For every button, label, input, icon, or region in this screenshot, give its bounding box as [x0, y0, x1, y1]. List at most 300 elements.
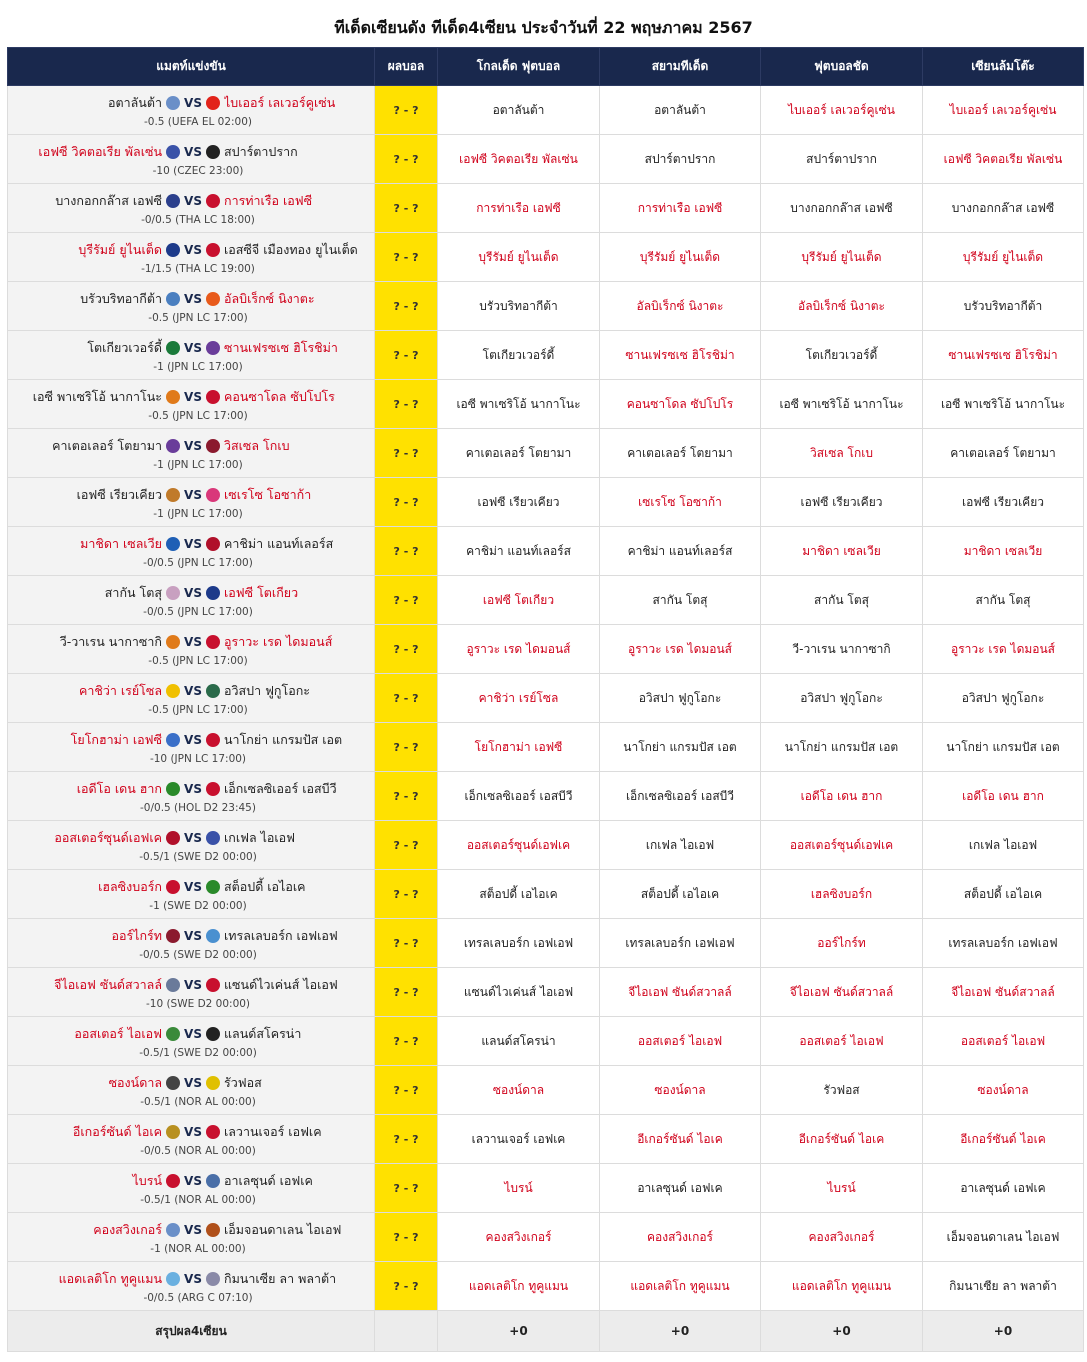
- tipster-1-pick: ซองน์ดาล: [438, 1066, 600, 1115]
- away-team-logo-icon: [206, 733, 220, 747]
- vs-label: VS: [184, 635, 202, 649]
- home-team-logo-icon: [166, 1027, 180, 1041]
- table-row: [8, 968, 1084, 1017]
- vs-label: VS: [184, 1174, 202, 1188]
- away-team-link[interactable]: เทรลเลบอร์ก เอฟเอฟ: [224, 928, 338, 943]
- vs-label: VS: [184, 684, 202, 698]
- away-team-logo-icon: [206, 782, 220, 796]
- score-cell: ? - ?: [375, 135, 438, 184]
- away-team-link[interactable]: คาชิม่า แอนท์เลอร์ส: [224, 536, 334, 551]
- match-odds: -0/0.5 (ARG C 07:10): [143, 1292, 253, 1304]
- home-team-logo-icon: [166, 96, 180, 110]
- tipster-4-pick: จีไอเอฟ ซันด์สวาลล์: [923, 968, 1084, 1017]
- tipster-4-pick: คาเตอเลอร์ โตยามา: [923, 429, 1084, 478]
- match-cell: [8, 772, 375, 821]
- tipster-1-pick: เอฟซี โตเกียว: [438, 576, 600, 625]
- away-team-logo-icon: [206, 635, 220, 649]
- away-team-logo-icon: [206, 1223, 220, 1237]
- match-teams: [8, 730, 374, 750]
- match-odds: -0.5/1 (NOR AL 00:00): [140, 1096, 256, 1108]
- tipster-3-pick: สปาร์ตาปราก: [761, 135, 923, 184]
- score-cell: ? - ?: [375, 919, 438, 968]
- tipster-4-pick: สากัน โตสุ: [923, 576, 1084, 625]
- away-team-logo-icon: [206, 243, 220, 257]
- away-team-logo-icon: [206, 1027, 220, 1041]
- tipster-3-pick: ออสเตอร์ซุนด์เอฟเค: [761, 821, 923, 870]
- tipster-1-pick: คาชิม่า แอนท์เลอร์ส: [438, 527, 600, 576]
- vs-label: VS: [184, 782, 202, 796]
- away-team-link[interactable]: เอ็กเซลซิเออร์ เอสบีวี: [224, 781, 337, 796]
- away-team-logo-icon: [206, 341, 220, 355]
- match-cell: [8, 919, 375, 968]
- home-team-logo-icon: [166, 831, 180, 845]
- header-match: แมตท์แข่งขัน: [8, 48, 375, 86]
- tipster-1-pick: เลวานเจอร์ เอฟเค: [438, 1115, 600, 1164]
- home-team-link[interactable]: จีไอเอฟ ซันด์สวาลล์: [54, 977, 162, 992]
- summary-label: สรุปผล4เซียน: [8, 1311, 375, 1352]
- away-team-link[interactable]: เอฟซี โตเกียว: [224, 585, 299, 600]
- match-teams: [8, 93, 374, 113]
- tipster-2-pick: จีไอเอฟ ซันด์สวาลล์: [600, 968, 761, 1017]
- tipster-2-pick: อวิสปา ฟูกูโอกะ: [600, 674, 761, 723]
- home-team-link[interactable]: ออร์ไกร์ท: [111, 928, 162, 943]
- score-cell: ? - ?: [375, 1164, 438, 1213]
- table-row: [8, 331, 1084, 380]
- match-teams: [8, 779, 374, 799]
- match-cell: [8, 674, 375, 723]
- score-cell: ? - ?: [375, 184, 438, 233]
- match-cell: [8, 86, 375, 135]
- tipster-2-pick: นาโกย่า แกรมปัส เอต: [600, 723, 761, 772]
- away-team-logo-icon: [206, 978, 220, 992]
- tipster-4-pick: บางกอกกล๊าส เอฟซี: [923, 184, 1084, 233]
- home-team-link[interactable]: ไบรน์: [132, 1173, 162, 1188]
- match-cell: [8, 870, 375, 919]
- score-cell: ? - ?: [375, 380, 438, 429]
- away-team-logo-icon: [206, 586, 220, 600]
- tipster-1-pick: บรัวบริทอากีต้า: [438, 282, 600, 331]
- header-score: ผลบอล: [375, 48, 438, 86]
- tipster-4-pick: เอฟซี เรียวเคียว: [923, 478, 1084, 527]
- score-cell: ? - ?: [375, 478, 438, 527]
- match-cell: [8, 1262, 375, 1311]
- away-team-link[interactable]: เอ็มจอนดาเลน ไอเอฟ: [224, 1222, 342, 1237]
- home-team-logo-icon: [166, 439, 180, 453]
- home-team-link[interactable]: โยโกฮาม่า เอฟซี: [70, 732, 162, 747]
- home-team-logo-icon: [166, 782, 180, 796]
- table-row: [8, 1066, 1084, 1115]
- header-tipster-4: เซียนล้มโต๊ะ: [923, 48, 1084, 86]
- score-cell: ? - ?: [375, 1115, 438, 1164]
- tipster-4-pick: บุรีรัมย์ ยูไนเต็ด: [923, 233, 1084, 282]
- summary-empty: [375, 1311, 438, 1352]
- away-team-link[interactable]: เอสซีจี เมืองทอง ยูไนเต็ด: [224, 242, 358, 257]
- match-teams: [8, 1220, 374, 1240]
- page-title: ทีเด็ดเซียนดัง ทีเด็ด4เซียน ประจำวันที่ 22 พฤษภาคม 2567: [334, 18, 753, 37]
- home-team-logo-icon: [166, 733, 180, 747]
- header-tipster-1: โกลเด็ด ฟุตบอล: [438, 48, 600, 86]
- match-cell: [8, 968, 375, 1017]
- home-team-link[interactable]: สากัน โตสุ: [104, 585, 162, 600]
- summary-row: [8, 1311, 1084, 1352]
- home-team-logo-icon: [166, 1272, 180, 1286]
- home-team-logo-icon: [166, 684, 180, 698]
- match-odds: -0.5 (JPN LC 17:00): [148, 655, 248, 667]
- header-tipster-3: ฟุตบอลชัด: [761, 48, 923, 86]
- home-team-link[interactable]: บุรีรัมย์ ยูไนเต็ด: [78, 242, 162, 257]
- match-odds: -1/1.5 (THA LC 19:00): [141, 263, 255, 275]
- match-teams: [8, 1024, 374, 1044]
- home-team-logo-icon: [166, 537, 180, 551]
- table-row: [8, 233, 1084, 282]
- score-cell: ? - ?: [375, 870, 438, 919]
- table-row: [8, 870, 1084, 919]
- tipster-1-pick: อตาลันต้า: [438, 86, 600, 135]
- home-team-link[interactable]: เอฟซี วิคตอเรีย พัลเซ่น: [38, 144, 162, 159]
- match-teams: [8, 926, 374, 946]
- tipster-1-pick: คาชิว่า เรย์โซล: [438, 674, 600, 723]
- away-team-link[interactable]: แซนด์ไวเค่นส์ ไอเอฟ: [224, 977, 338, 992]
- home-team-link[interactable]: บรัวบริทอากีต้า: [80, 291, 162, 306]
- match-cell: [8, 478, 375, 527]
- away-team-link[interactable]: เลวานเจอร์ เอฟเค: [224, 1124, 322, 1139]
- match-odds: -10 (CZEC 23:00): [152, 165, 244, 177]
- tipster-1-pick: คาเตอเลอร์ โตยามา: [438, 429, 600, 478]
- away-team-logo-icon: [206, 1076, 220, 1090]
- table-row: [8, 380, 1084, 429]
- away-team-logo-icon: [206, 1174, 220, 1188]
- table-row: [8, 576, 1084, 625]
- home-team-link[interactable]: มาชิดา เซลเวีย: [80, 536, 162, 551]
- tipster-2-pick: สากัน โตสุ: [600, 576, 761, 625]
- tipster-4-pick: สต็อปดี้ เอไอเค: [923, 870, 1084, 919]
- match-cell: [8, 233, 375, 282]
- tipster-1-pick: เอ็กเซลซิเออร์ เอสบีวี: [438, 772, 600, 821]
- home-team-logo-icon: [166, 292, 180, 306]
- match-cell: [8, 625, 375, 674]
- match-odds: -0.5 (UEFA EL 02:00): [143, 116, 252, 128]
- tipster-3-pick: มาชิดา เซลเวีย: [761, 527, 923, 576]
- away-team-link[interactable]: กิมนาเซีย ลา พลาต้า: [224, 1271, 337, 1286]
- match-odds: -0.5/1 (SWE D2 00:00): [139, 1047, 257, 1059]
- away-team-logo-icon: [206, 390, 220, 404]
- score-cell: ? - ?: [375, 821, 438, 870]
- home-team-logo-icon: [166, 194, 180, 208]
- score-cell: ? - ?: [375, 625, 438, 674]
- match-cell: [8, 1164, 375, 1213]
- away-team-logo-icon: [206, 96, 220, 110]
- tipster-4-pick: บรัวบริทอากีต้า: [923, 282, 1084, 331]
- home-team-link[interactable]: คองสวิงเกอร์: [93, 1222, 162, 1237]
- away-team-logo-icon: [206, 194, 220, 208]
- match-teams: [8, 583, 374, 603]
- summary-result-2: +0: [600, 1311, 761, 1352]
- match-cell: [8, 821, 375, 870]
- away-team-link[interactable]: แลนด์สโครน่า: [224, 1026, 302, 1041]
- header-row: [8, 48, 1084, 86]
- away-team-link[interactable]: ไบเออร์ เลเวอร์คูเซ่น: [224, 95, 336, 110]
- tipster-4-pick: เอฟซี วิคตอเรีย พัลเซ่น: [923, 135, 1084, 184]
- match-cell: [8, 1017, 375, 1066]
- away-team-link[interactable]: เกเฟล ไอเอฟ: [224, 830, 296, 845]
- away-team-link[interactable]: สต็อปดี้ เอไอเค: [224, 879, 306, 894]
- match-odds: -1 (JPN LC 17:00): [153, 459, 243, 471]
- match-odds: -10 (SWE D2 00:00): [145, 998, 251, 1010]
- match-teams: [8, 387, 374, 407]
- tipster-3-pick: นาโกย่า แกรมปัส เอต: [761, 723, 923, 772]
- tipster-3-pick: บุรีรัมย์ ยูไนเต็ด: [761, 233, 923, 282]
- match-teams: [8, 1269, 374, 1289]
- match-teams: [8, 338, 374, 358]
- tipster-3-pick: ออสเตอร์ ไอเอฟ: [761, 1017, 923, 1066]
- home-team-logo-icon: [166, 978, 180, 992]
- home-team-link[interactable]: ออสเตอร์ ไอเอฟ: [74, 1026, 162, 1041]
- match-cell: [8, 331, 375, 380]
- match-teams: [8, 632, 374, 652]
- away-team-link[interactable]: นาโกย่า แกรมปัส เอต: [224, 732, 343, 747]
- tipster-4-pick: เอ็มจอนดาเลน ไอเอฟ: [923, 1213, 1084, 1262]
- tipster-3-pick: ออร์ไกร์ท: [761, 919, 923, 968]
- away-team-link[interactable]: อูราวะ เรด ไดมอนส์: [224, 634, 333, 649]
- tipster-3-pick: รัวฟอส: [761, 1066, 923, 1115]
- match-odds: -0.5 (JPN LC 17:00): [148, 704, 248, 716]
- vs-label: VS: [184, 194, 202, 208]
- tipster-2-pick: บุรีรัมย์ ยูไนเต็ด: [600, 233, 761, 282]
- match-teams: [8, 191, 374, 211]
- home-team-link[interactable]: โตเกียวเวอร์ดี้: [87, 340, 162, 355]
- home-team-link[interactable]: อตาลันต้า: [108, 95, 162, 110]
- score-cell: ? - ?: [375, 723, 438, 772]
- home-team-link[interactable]: คาเตอเลอร์ โตยามา: [52, 438, 162, 453]
- away-team-link[interactable]: คอนซาโดล ซัปโปโร: [224, 389, 335, 404]
- home-team-link[interactable]: แอดเลติโก ทูคูแมน: [58, 1271, 162, 1286]
- home-team-link[interactable]: อีเกอร์ซันด์ ไอเค: [72, 1124, 162, 1139]
- score-cell: ? - ?: [375, 576, 438, 625]
- tipster-1-pick: ออสเตอร์ซุนด์เอฟเค: [438, 821, 600, 870]
- match-cell: [8, 184, 375, 233]
- match-cell: [8, 1066, 375, 1115]
- tipster-1-pick: สต็อปดี้ เอไอเค: [438, 870, 600, 919]
- match-odds: -1 (SWE D2 00:00): [149, 900, 247, 912]
- tipster-2-pick: การท่าเรือ เอฟซี: [600, 184, 761, 233]
- home-team-logo-icon: [166, 586, 180, 600]
- tipster-3-pick: คองสวิงเกอร์: [761, 1213, 923, 1262]
- table-row: [8, 723, 1084, 772]
- tipster-4-pick: ไบเออร์ เลเวอร์คูเซ่น: [923, 86, 1084, 135]
- vs-label: VS: [184, 390, 202, 404]
- tipster-4-pick: ซานเฟรซเซ ฮิโรชิม่า: [923, 331, 1084, 380]
- tipster-2-pick: เซเรโซ โอซาก้า: [600, 478, 761, 527]
- tipster-3-pick: เอดีโอ เดน ฮาก: [761, 772, 923, 821]
- match-cell: [8, 380, 375, 429]
- match-teams: [8, 681, 374, 701]
- score-cell: ? - ?: [375, 233, 438, 282]
- tipster-1-pick: คองสวิงเกอร์: [438, 1213, 600, 1262]
- tipster-1-pick: แลนด์สโครน่า: [438, 1017, 600, 1066]
- tipster-1-pick: แอดเลติโก ทูคูแมน: [438, 1262, 600, 1311]
- home-team-link[interactable]: คาชิว่า เรย์โซล: [78, 683, 162, 698]
- away-team-logo-icon: [206, 929, 220, 943]
- table-row: [8, 1164, 1084, 1213]
- tipster-1-pick: บุรีรัมย์ ยูไนเต็ด: [438, 233, 600, 282]
- match-teams: [8, 1073, 374, 1093]
- tipster-3-pick: เฮลซิงบอร์ก: [761, 870, 923, 919]
- away-team-link[interactable]: วิสเซล โกเบ: [224, 438, 290, 453]
- home-team-link[interactable]: ซองน์ดาล: [108, 1075, 162, 1090]
- vs-label: VS: [184, 488, 202, 502]
- match-teams: [8, 485, 374, 505]
- tipster-4-pick: เทรลเลบอร์ก เอฟเอฟ: [923, 919, 1084, 968]
- table-row: [8, 478, 1084, 527]
- match-cell: [8, 527, 375, 576]
- home-team-logo-icon: [166, 488, 180, 502]
- tipster-3-pick: แอดเลติโก ทูคูแมน: [761, 1262, 923, 1311]
- tipster-2-pick: ซานเฟรซเซ ฮิโรชิม่า: [600, 331, 761, 380]
- match-odds: -1 (JPN LC 17:00): [153, 508, 243, 520]
- home-team-link[interactable]: บางกอกกล๊าส เอฟซี: [55, 193, 162, 208]
- vs-label: VS: [184, 733, 202, 747]
- home-team-logo-icon: [166, 390, 180, 404]
- score-cell: ? - ?: [375, 429, 438, 478]
- match-cell: [8, 429, 375, 478]
- home-team-link[interactable]: เอฟซี เรียวเคียว: [76, 487, 162, 502]
- table-row: [8, 429, 1084, 478]
- home-team-link[interactable]: เฮลซิงบอร์ก: [98, 879, 162, 894]
- away-team-link[interactable]: การท่าเรือ เอฟซี: [224, 193, 313, 208]
- score-cell: ? - ?: [375, 1017, 438, 1066]
- tipster-4-pick: ออสเตอร์ ไอเอฟ: [923, 1017, 1084, 1066]
- home-team-link[interactable]: วี-วาเรน นากาซากิ: [59, 634, 162, 649]
- tipster-4-pick: อวิสปา ฟูกูโอกะ: [923, 674, 1084, 723]
- home-team-logo-icon: [166, 1174, 180, 1188]
- match-cell: [8, 723, 375, 772]
- tipster-1-pick: การท่าเรือ เอฟซี: [438, 184, 600, 233]
- match-odds: -0/0.5 (NOR AL 00:00): [140, 1145, 256, 1157]
- match-teams: [8, 289, 374, 309]
- tipster-4-pick: เอดีโอ เดน ฮาก: [923, 772, 1084, 821]
- score-cell: ? - ?: [375, 1262, 438, 1311]
- tipster-1-pick: อูราวะ เรด ไดมอนส์: [438, 625, 600, 674]
- away-team-logo-icon: [206, 439, 220, 453]
- header-tipster-2: สยามทีเด็ด: [600, 48, 761, 86]
- score-cell: ? - ?: [375, 1213, 438, 1262]
- tipster-3-pick: อีเกอร์ซันด์ ไอเค: [761, 1115, 923, 1164]
- tipster-3-pick: อัลบิเร็กซ์ นิงาตะ: [761, 282, 923, 331]
- away-team-logo-icon: [206, 145, 220, 159]
- away-team-logo-icon: [206, 292, 220, 306]
- score-cell: ? - ?: [375, 86, 438, 135]
- match-teams: [8, 975, 374, 995]
- table-row: [8, 135, 1084, 184]
- match-teams: [8, 828, 374, 848]
- table-row: [8, 184, 1084, 233]
- table-row: [8, 282, 1084, 331]
- vs-label: VS: [184, 1125, 202, 1139]
- match-cell: [8, 1115, 375, 1164]
- away-team-logo-icon: [206, 880, 220, 894]
- tipster-3-pick: สากัน โตสุ: [761, 576, 923, 625]
- table-row: [8, 1262, 1084, 1311]
- tipster-4-pick: ซองน์ดาล: [923, 1066, 1084, 1115]
- tipster-3-pick: จีไอเอฟ ซันด์สวาลล์: [761, 968, 923, 1017]
- tipster-3-pick: วี-วาเรน นากาซากิ: [761, 625, 923, 674]
- away-team-link[interactable]: อวิสปา ฟูกูโอกะ: [224, 683, 311, 698]
- match-odds: -0.5 (JPN LC 17:00): [148, 312, 248, 324]
- match-odds: -0/0.5 (SWE D2 00:00): [139, 949, 257, 961]
- match-teams: [8, 877, 374, 897]
- match-teams: [8, 436, 374, 456]
- tipster-1-pick: โยโกฮาม่า เอฟซี: [438, 723, 600, 772]
- away-team-link[interactable]: เซเรโซ โอซาก้า: [224, 487, 312, 502]
- summary-result-4: +0: [923, 1311, 1084, 1352]
- tipster-2-pick: สปาร์ตาปราก: [600, 135, 761, 184]
- home-team-logo-icon: [166, 341, 180, 355]
- score-cell: ? - ?: [375, 527, 438, 576]
- away-team-link[interactable]: รัวฟอส: [224, 1075, 262, 1090]
- match-odds: -1 (NOR AL 00:00): [150, 1243, 246, 1255]
- table-row: [8, 772, 1084, 821]
- tipster-3-pick: โตเกียวเวอร์ดี้: [761, 331, 923, 380]
- tipster-2-pick: อาเลซุนด์ เอฟเค: [600, 1164, 761, 1213]
- match-teams: [8, 142, 374, 162]
- match-teams: [8, 240, 374, 260]
- vs-label: VS: [184, 880, 202, 894]
- tipster-2-pick: สต็อปดี้ เอไอเค: [600, 870, 761, 919]
- table-row: [8, 86, 1084, 135]
- tipster-3-pick: บางกอกกล๊าส เอฟซี: [761, 184, 923, 233]
- away-team-link[interactable]: อัลบิเร็กซ์ นิงาตะ: [224, 291, 315, 306]
- score-cell: ? - ?: [375, 772, 438, 821]
- vs-label: VS: [184, 586, 202, 600]
- tipster-1-pick: แซนด์ไวเค่นส์ ไอเอฟ: [438, 968, 600, 1017]
- table-row: [8, 625, 1084, 674]
- home-team-logo-icon: [166, 145, 180, 159]
- table-row: [8, 1115, 1084, 1164]
- vs-label: VS: [184, 831, 202, 845]
- home-team-link[interactable]: เอซี พาเซริโอ้ นากาโนะ: [32, 389, 162, 404]
- vs-label: VS: [184, 1272, 202, 1286]
- match-odds: -0/0.5 (HOL D2 23:45): [140, 802, 256, 814]
- away-team-link[interactable]: อาเลซุนด์ เอฟเค: [224, 1173, 313, 1188]
- match-teams: [8, 1171, 374, 1191]
- home-team-logo-icon: [166, 1223, 180, 1237]
- home-team-link[interactable]: เอดีโอ เดน ฮาก: [76, 781, 162, 796]
- score-cell: ? - ?: [375, 282, 438, 331]
- tipster-2-pick: คองสวิงเกอร์: [600, 1213, 761, 1262]
- summary-result-1: +0: [438, 1311, 600, 1352]
- tipster-1-pick: เอฟซี เรียวเคียว: [438, 478, 600, 527]
- home-team-logo-icon: [166, 1125, 180, 1139]
- tipster-4-pick: กิมนาเซีย ลา พลาต้า: [923, 1262, 1084, 1311]
- tipster-4-pick: อีเกอร์ซันด์ ไอเค: [923, 1115, 1084, 1164]
- home-team-link[interactable]: ออสเตอร์ซุนด์เอฟเค: [54, 830, 162, 845]
- match-odds: -0.5/1 (NOR AL 00:00): [140, 1194, 256, 1206]
- vs-label: VS: [184, 929, 202, 943]
- away-team-link[interactable]: สปาร์ตาปราก: [224, 144, 298, 159]
- tips-table: [7, 47, 1084, 1352]
- away-team-link[interactable]: ซานเฟรซเซ ฮิโรชิม่า: [224, 340, 338, 355]
- tipster-4-pick: อูราวะ เรด ไดมอนส์: [923, 625, 1084, 674]
- tipster-2-pick: แอดเลติโก ทูคูแมน: [600, 1262, 761, 1311]
- table-row: [8, 1017, 1084, 1066]
- tipster-3-pick: อวิสปา ฟูกูโอกะ: [761, 674, 923, 723]
- tipster-2-pick: อูราวะ เรด ไดมอนส์: [600, 625, 761, 674]
- vs-label: VS: [184, 243, 202, 257]
- tipster-2-pick: อตาลันต้า: [600, 86, 761, 135]
- tipster-1-pick: เทรลเลบอร์ก เอฟเอฟ: [438, 919, 600, 968]
- tipster-4-pick: อาเลซุนด์ เอฟเค: [923, 1164, 1084, 1213]
- vs-label: VS: [184, 145, 202, 159]
